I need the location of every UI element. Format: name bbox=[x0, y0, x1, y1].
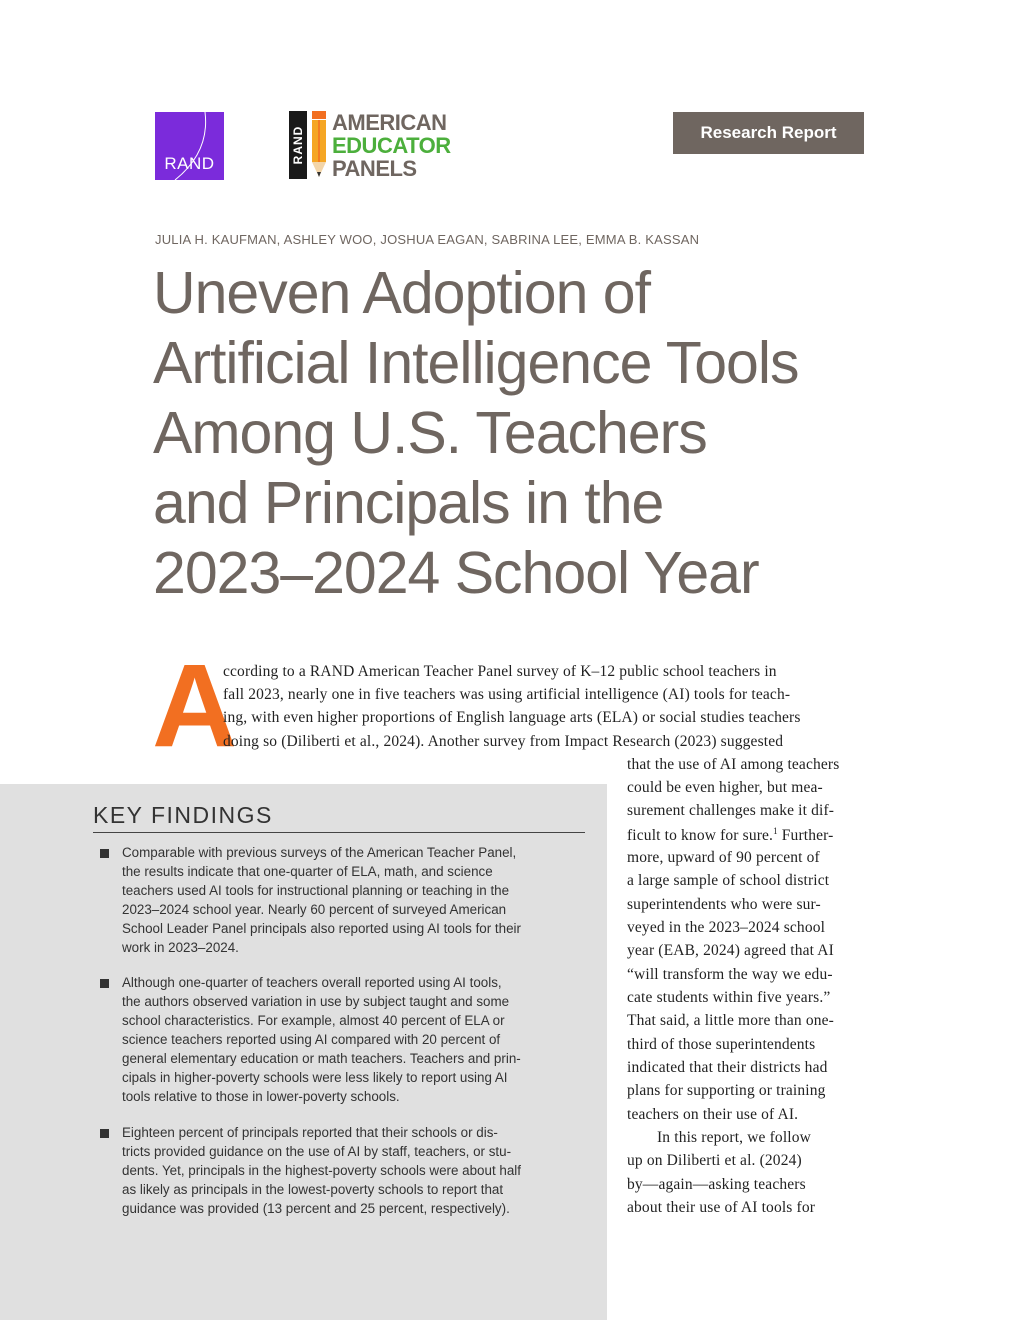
finding-line: general elementary education or math teachers. Teachers and prin- bbox=[122, 1051, 521, 1066]
column-line: superintendents who were sur- bbox=[627, 896, 821, 913]
pencil-icon bbox=[309, 111, 329, 181]
finding-line: tricts provided guidance on the use of AI by staff, teachers, or stu- bbox=[122, 1144, 512, 1159]
column-line: veyed in the 2023–2024 school bbox=[627, 919, 826, 936]
authors-line: JULIA H. KAUFMAN, ASHLEY WOO, JOSHUA EAGAN, SABRINA LEE, EMMA B. KASSAN bbox=[155, 232, 700, 247]
column-line: That said, a little more than one- bbox=[627, 1012, 834, 1029]
finding-line: tools relative to those in lower-poverty schools. bbox=[122, 1089, 400, 1104]
rand-logo bbox=[155, 112, 224, 180]
finding-line: cipals in higher-poverty schools were less likely to report using AI bbox=[122, 1070, 508, 1085]
finding-line: the authors observed variation in use by subject taught and some bbox=[122, 994, 510, 1009]
intro-line: ccording to a RAND American Teacher Panel survey of K–12 public school teachers in bbox=[223, 663, 777, 680]
report-type-badge: Research Report bbox=[673, 112, 864, 154]
finding-line: the results indicate that one-quarter of ELA, math, and science bbox=[122, 864, 493, 879]
drop-cap: A bbox=[152, 640, 238, 772]
column-line: plans for supporting or training bbox=[627, 1082, 826, 1099]
finding-line: School Leader Panel principals also reported using AI tools for their bbox=[122, 921, 521, 936]
finding-line: science teachers reported using AI compared with 20 percent of bbox=[122, 1032, 501, 1047]
title-line: and Principals in the bbox=[153, 470, 664, 536]
column-line: up on Diliberti et al. (2024) bbox=[627, 1152, 802, 1169]
report-title bbox=[153, 258, 853, 608]
column-line: more, upward of 90 percent of bbox=[627, 849, 820, 866]
column-line: year (EAB, 2024) agreed that AI bbox=[627, 942, 834, 959]
key-findings-rule bbox=[93, 832, 585, 833]
finding-line: 2023–2024 school year. Nearly 60 percent of surveyed American bbox=[122, 902, 507, 917]
column-line: “will transform the way we edu- bbox=[627, 966, 833, 983]
intro-line: doing so (Diliberti et al., 2024). Another survey from Impact Research (2023) suggested bbox=[223, 733, 784, 750]
aep-rand-mark bbox=[289, 111, 307, 179]
column-line: about their use of AI tools for bbox=[627, 1199, 816, 1216]
bullet-square-icon bbox=[100, 1129, 109, 1138]
column-line: by—again—asking teachers bbox=[627, 1176, 806, 1193]
finding-line: as likely as principals in the lowest-poverty schools to report that bbox=[122, 1182, 504, 1197]
title-line: Uneven Adoption of bbox=[153, 260, 651, 326]
title-line: 2023–2024 School Year bbox=[153, 540, 759, 606]
column-line: surement challenges make it dif- bbox=[627, 802, 835, 819]
finding-line: Although one-quarter of teachers overall reported using AI tools, bbox=[122, 975, 502, 990]
finding-line: school characteristics. For example, almost 40 percent of ELA or bbox=[122, 1013, 505, 1028]
finding-line: work in 2023–2024. bbox=[122, 940, 239, 955]
column-line: cate students within five years.” bbox=[627, 989, 831, 1006]
aep-line-american: AMERICAN bbox=[332, 110, 447, 135]
title-line: Among U.S. Teachers bbox=[153, 400, 707, 466]
rand-logo-text: RAND bbox=[164, 154, 215, 173]
column-line: In this report, we follow bbox=[657, 1129, 811, 1146]
bullet-square-icon bbox=[100, 979, 109, 988]
aep-line-panels: PANELS bbox=[332, 156, 417, 181]
column-line: could be even higher, but mea- bbox=[627, 779, 823, 796]
footnote-marker[interactable]: 1 bbox=[773, 826, 778, 836]
aep-line-educator: EDUCATOR bbox=[332, 133, 451, 158]
finding-line: Eighteen percent of principals reported that their schools or dis- bbox=[122, 1125, 498, 1140]
finding-line: teachers used AI tools for instructional planning or teaching in the bbox=[122, 883, 510, 898]
column-line: a large sample of school district bbox=[627, 872, 830, 889]
intro-line: fall 2023, nearly one in five teachers was using artificial intelligence (AI) tools for teach- bbox=[223, 686, 791, 703]
column-line: third of those superintendents bbox=[627, 1036, 816, 1053]
finding-line: guidance was provided (13 percent and 25 percent, respectively). bbox=[122, 1201, 510, 1216]
key-findings-heading: KEY FINDINGS bbox=[93, 802, 273, 828]
finding-line: dents. Yet, principals in the highest-poverty schools were about half bbox=[122, 1163, 521, 1178]
column-line: teachers on their use of AI. bbox=[627, 1106, 799, 1123]
bullet-square-icon bbox=[100, 849, 109, 858]
aep-rand-text: RAND bbox=[291, 125, 305, 165]
column-line: that the use of AI among teachers bbox=[627, 756, 840, 773]
aep-logo bbox=[289, 111, 489, 183]
column-line-text: ficult to know for sure. bbox=[627, 827, 774, 845]
title-line: Artificial Intelligence Tools bbox=[153, 330, 799, 396]
column-line: indicated that their districts had bbox=[627, 1059, 828, 1076]
finding-line: Comparable with previous surveys of the American Teacher Panel, bbox=[122, 845, 517, 860]
intro-line: ing, with even higher proportions of English language arts (ELA) or social studies teachers bbox=[223, 709, 801, 726]
column-line-footnote bbox=[627, 826, 833, 845]
column-line-tail: Further- bbox=[777, 827, 834, 845]
